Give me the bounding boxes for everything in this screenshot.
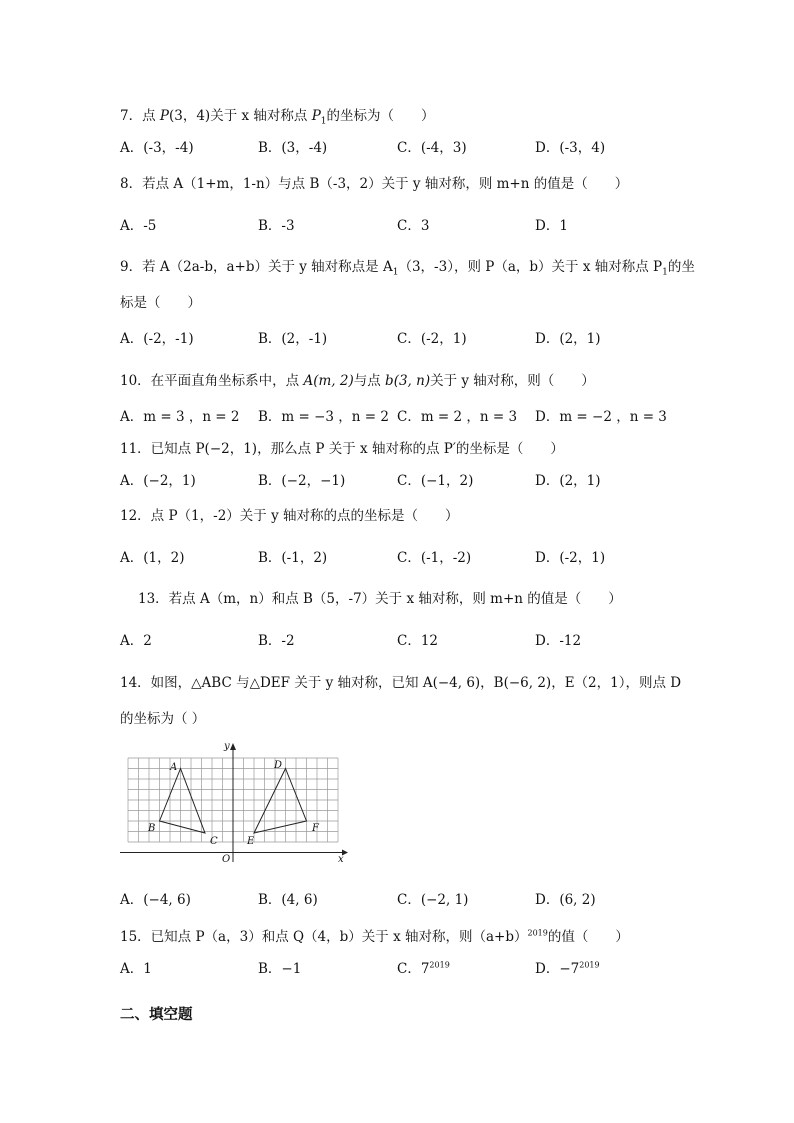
q13-option-c: C．12 [397, 633, 439, 649]
q10-option-a: A．m = 3 ，n = 2 [120, 409, 240, 425]
q14-option-d: D．(6, 2) [535, 892, 596, 908]
triangle-def [254, 769, 307, 834]
question-12-stem: 12．点 P（1，-2）关于 y 轴对称的点的坐标是（ ） [120, 508, 459, 524]
q15-option-a: A．1 [120, 961, 152, 977]
question-9-stem-line2: 标是（ ） [120, 295, 201, 311]
question-14-stem-line2: 的坐标为（ ） [120, 711, 206, 727]
y-axis-label: y [224, 741, 230, 752]
coordinate-grid-figure [118, 740, 348, 870]
question-15-stem: 15．已知点 P（a，3）和点 Q（4，b）关于 x 轴对称，则$(a+b)^{2019}$的值（ ） [120, 928, 629, 945]
q9-option-d: D．(2，1) [535, 331, 601, 347]
q9-option-a: A．(-2，-1) [120, 331, 194, 347]
q9-option-b: B．(2，-1) [258, 331, 328, 347]
q11-option-a: A．(−2，1) [120, 473, 196, 489]
q12-option-c: C．(-1，-2) [397, 550, 472, 566]
question-7-stem: 7．点 P(3，4)关于 x 轴对称点 $P_1$的坐标为（ ） [120, 108, 435, 127]
q15-option-c: C．$7^{2019}$ [397, 960, 450, 977]
q8-option-d: D．1 [535, 218, 568, 234]
point-e-label: E [247, 836, 255, 847]
section-heading: 二、填空题 [120, 1006, 193, 1023]
q10-option-b: B．m = −3 ，n = 2 [258, 409, 389, 425]
q12-option-b: B．(-1，2) [258, 550, 328, 566]
q12-option-d: D．(-2，1) [535, 550, 606, 566]
triangle-abc [160, 769, 206, 834]
q14-option-a: A．(−4, 6) [120, 892, 191, 908]
question-8-stem: 8．若点 A（1+m，1-n）与点 B（-3，2）关于 y 轴对称，则 m+n 的值是（ ） [120, 176, 629, 192]
q13-option-a: A．2 [120, 633, 152, 649]
q10-option-c: C．m = 2 ，n = 3 [397, 409, 518, 425]
q10-option-d: D．m = −2 ，n = 3 [535, 409, 667, 425]
q8-option-c: C．3 [397, 218, 430, 234]
question-9-stem-line1: 9．若 A（2a-b，a+b）关于 y 轴对称点是 $A_1(3$，-3），则 P（a，b）关于 x 轴对称点 $P_1$的坐 [120, 259, 695, 278]
point-a-label: A [170, 762, 178, 773]
q7-option-a: A．(-3，-4) [120, 140, 194, 156]
q15-option-b: B．−1 [258, 961, 302, 977]
q13-option-d: D．-12 [535, 633, 582, 649]
q14-option-b: B．(4, 6) [258, 892, 318, 908]
point-d-label: D [274, 760, 283, 771]
question-14-stem-line1: 14．如图，△ABC 与△DEF 关于 y 轴对称，已知 A(−4, 6)，B(−6, 2)，E（2，1），则点 D [120, 675, 682, 691]
q14-option-c: C．(−2, 1) [397, 892, 469, 908]
q8-option-a: A．-5 [120, 218, 157, 234]
origin-label: O [222, 854, 231, 865]
q13-option-b: B．-2 [258, 633, 295, 649]
q11-option-b: B．(−2，−1) [258, 473, 346, 489]
y-axis-arrow-icon [230, 743, 236, 750]
question-10-stem: 10．在平面直角坐标系中，点 A(m, 2)与点 b(3, n)关于 y 轴对称，则（ ） [120, 373, 595, 389]
q7-option-d: D．(-3，4) [535, 140, 606, 156]
q7-option-b: B．(3，-4) [258, 140, 328, 156]
q11-option-c: C．(−1，2) [397, 473, 474, 489]
q7-option-c: C．(-4，3) [397, 140, 467, 156]
point-c-label: C [210, 836, 218, 847]
x-axis-label: x [338, 854, 344, 865]
point-b-label: B [148, 823, 156, 834]
q8-option-b: B．-3 [258, 218, 295, 234]
triangle-diagram [118, 740, 348, 866]
q12-option-a: A．(1，2) [120, 550, 185, 566]
question-13-stem: 13．若点 A（m，n）和点 B（5，-7）关于 x 轴对称，则 m+n 的值是（ ） [138, 591, 622, 607]
q9-option-c: C．(-2，1) [397, 331, 467, 347]
point-f-label: F [312, 823, 319, 834]
q15-option-d: D．$-7^{2019}$ [535, 960, 600, 977]
q11-option-d: D．(2，1) [535, 473, 601, 489]
question-11-stem: 11．已知点 P(−2，1)，那么点 P 关于 x 轴对称的点 P′的坐标是（ ） [120, 441, 564, 457]
